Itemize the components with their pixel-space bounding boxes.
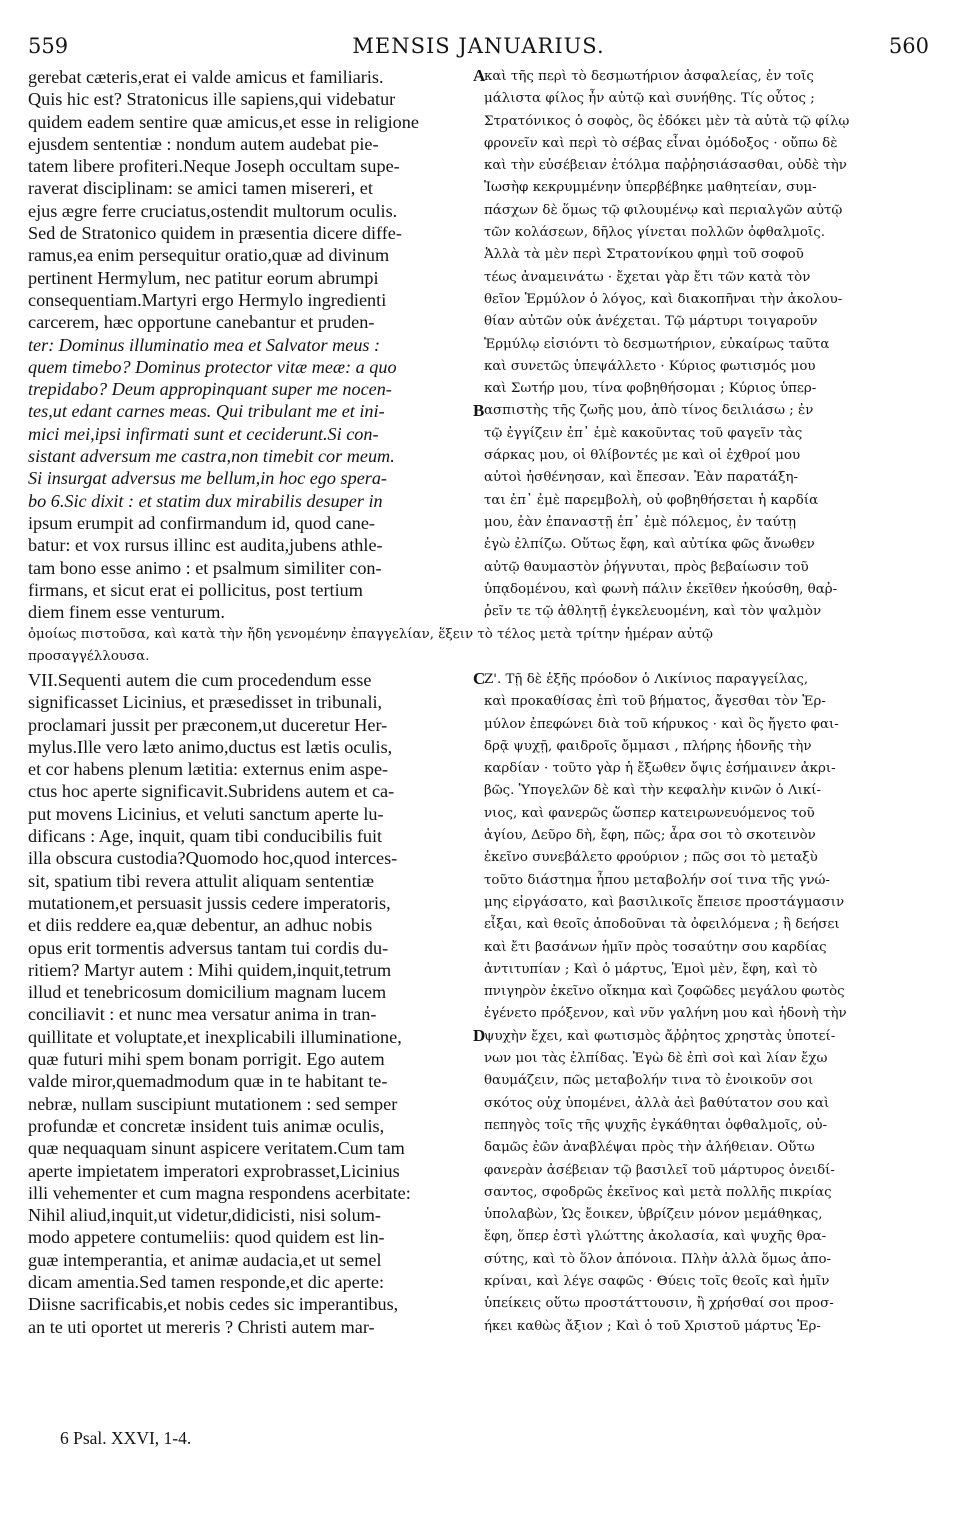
text-line: αὐτοὶ ἠσθένησαν, καὶ ἔπεσαν. Ἐὰν παρατάξη- [484, 470, 798, 486]
text-line: ἐκεῖνο συνεβάλετο φρούριον ; πῶς σοι τὸ μεταξὺ [484, 850, 818, 866]
text-line: raverat disciplinam: se amici tamen misereri, et [28, 178, 373, 199]
text-line: ται ἐπ᾽ ἐμὲ παρεμβολὴ, οὐ φοβηθήσεται ἡ καρδία [484, 492, 819, 508]
greek-full-width-lines [28, 624, 932, 669]
text-line: καὶ προκαθίσας ἐπὶ τοῦ βήματος, ἄγεσθαι τὸν Ἑρ- [484, 694, 826, 710]
text-line: quillitate et voluptate,et inexplicabili illuminatione, [28, 1026, 402, 1047]
text-line: bo 6.Sic dixit : et statim dux mirabilis desuper in [28, 490, 383, 511]
text-line: προσαγγέλλουσα. [28, 649, 150, 665]
text-line: profundæ et concretæ insident tuis animæ oculis, [28, 1115, 385, 1136]
text-line: βῶς. Ὑπογελῶν δὲ καὶ τὴν κεφαλὴν κινῶν ὁ Λικί- [484, 783, 822, 799]
text-line: ασπιστὴς τῆς ζωῆς μου, ἀπὸ τίνος δειλιάσω ; ἐν [484, 403, 814, 419]
text-line: νων μοι τὰς ἐλπίδας. Ἐγὼ δὲ ἐπὶ σοὶ καὶ λίαν ἔχω [484, 1051, 828, 1067]
text-line: καὶ τὴν εὐσέβειαν ἐτόλμα παῤῥησιάσασθαι, οὐδὲ τὴν [484, 158, 847, 174]
text-line: et cor habens plenum lætitia: externus enim aspe- [28, 759, 389, 780]
text-line: conciliavit : et nunc mea versatur anima in tran- [28, 1004, 377, 1025]
text-line: put movens Licinius, et veluti sanctum aperte lu- [28, 803, 384, 824]
text-line: ψυχὴν ἔχει, καὶ φωτισμὸς ἄῤῥητος χρηστὰς ὑποτεί- [484, 1028, 836, 1044]
text-line: δαμῶς ἐῶν ἀναβλέψαι πρὸς τὴν ἀλήθειαν. Οὕτω [484, 1140, 815, 1156]
text-line: quidem eadem sentire quæ amicus,et esse in religione [28, 111, 419, 132]
text-line: καὶ τῆς περὶ τὸ δεσμωτήριον ἀσφαλείας, ἐν τοῖς [484, 69, 814, 84]
text-line: τοῦτο διάστημα ἦπου μεταβολήν σοί τινα τῆς γνώ- [484, 872, 830, 888]
text-line: ὑπᾳδομένου, καὶ φωνὴ πάλιν ἐκεῖθεν ἠκούσθη, θαῤ- [484, 581, 838, 597]
text-line: ὑπείκεις οὕτω προστάττουσιν, ἢ χρήσθαί σοι προσ- [484, 1296, 834, 1312]
greek-column-bottom [484, 669, 932, 1338]
text-line: Nihil aliud,inquit,ut videtur,didicisti, nisi solum- [28, 1205, 381, 1226]
text-line: ter: Dominus illuminatio mea et Salvator meus : [28, 334, 381, 355]
text-line: κρίναι, καὶ λέγε σαφῶς · Θύεις τοῖς θεοῖς καὶ ἡμῖν [484, 1274, 830, 1290]
text-line: πνιγηρὸν ἐκεῖνο οἴκημα καὶ ζοφῶδες μεγάλου φωτὸς [484, 984, 845, 1000]
text-line: θαυμάζειν, πῶς μεταβολήν τινα τὸ ἐνοικοῦν σοι [484, 1073, 814, 1089]
page-number-left: 559 [28, 34, 69, 58]
text-line: μύλον ἐπεφώνει διὰ τοῦ κήρυκος · καὶ ὃς ἤγετο φαι- [484, 716, 839, 732]
text-line: quæ nequaquam sinunt aspicere veritatem.Cum tam [28, 1138, 405, 1159]
section-marker-a: A [473, 66, 486, 85]
text-line: dicam amentia.Sed tamen responde,et dic aperte: [28, 1272, 385, 1293]
text-line: an te uti oportet ut mereris ? Christi autem mar- [28, 1316, 375, 1337]
text-line: mici mei,ipsi infirmati sunt et ceciderunt.Si con- [28, 423, 379, 444]
text-line: tes,ut edant carnes meas. Qui tribulant me et ini- [28, 401, 385, 422]
text-line: trepidabo? Deum appropinquant super me nocen- [28, 379, 392, 400]
text-line: σύτης, καὶ τὸ ὅλον ἀπόνοια. Πλὴν ἀλλὰ ὅμως ἀπο- [484, 1251, 832, 1267]
text-line: Ἀλλὰ τὰ μὲν περὶ Στρατονίκου φημὶ τοῦ σοφοῦ [484, 247, 804, 263]
text-line: τῶν κολάσεων, δῆλος γίνεται πολλῶν ὀφθαλμοῖς. [484, 225, 825, 241]
text-line: illi vehementer et cum magna respondens acerbitate: [28, 1182, 411, 1203]
text-line: aperte impietatem imperatori exprobrasset,Licinius [28, 1160, 400, 1181]
text-line: καρδίαν · τοῦτο γὰρ ἡ ἔξωθεν ὄψις ἐσήμαινεν ἀκρι- [484, 761, 836, 777]
text-line: Sed de Stratonico quidem in præsentia dicere diffe- [28, 223, 402, 244]
text-line: ἔφη, ὅπερ ἐστὶ γλώττης ἀκολασία, καὶ ψυχῆς θρα- [484, 1229, 827, 1245]
text-line: καὶ συνετῶς ὑπεψάλλετο · Κύριος φωτισμός μου [484, 358, 816, 374]
text-line: quem timebo? Dominus protector vitæ meæ: a quo [28, 356, 397, 377]
text-line: τῷ ἐγγίζειν ἐπ᾽ ἐμὲ κακοῦντας τοῦ φαγεῖν τὰς [484, 425, 803, 441]
text-line: ejusdem sententiæ : nondum autem audebat pie- [28, 133, 379, 154]
section-marker-d: D [473, 1026, 486, 1045]
text-line: ctus hoc aperte significavit.Subridens autem et ca- [28, 781, 395, 802]
text-line: σαντος, σφοδρῶς ἐκεῖνος καὶ μετὰ πολλῆς πικρίας [484, 1184, 832, 1200]
text-line: Ζ'. Τῇ δὲ ἑξῆς πρόοδον ὁ Λικίνιος παραγγείλας, [484, 672, 809, 687]
running-title: MENSIS JANUARIUS. [352, 34, 605, 58]
text-line: illa obscura custodia?Quomodo hoc,quod interces- [28, 848, 398, 869]
text-line: VII.Sequenti autem die cum procedendum esse [28, 670, 372, 690]
text-line: guæ intemperantia, et animæ audacia,et ut semel [28, 1249, 382, 1270]
text-line: ἐγὼ ἐλπίζω. Οὕτως ἔφη, καὶ αὐτίκα φῶς ἄνωθεν [484, 537, 815, 553]
text-line: ἐγένετο πρόξενον, καὶ νῦν γαλήνη μου καὶ ἡδονὴ τὴν [484, 1006, 847, 1022]
text-line: sistant adversum me castra,non timebit cor meum. [28, 446, 395, 467]
text-line: ejus ægre ferre cruciatus,ostendit multorum oculis. [28, 200, 398, 221]
text-line: νιος, καὶ φανερῶς ὥσπερ κατειρωνευόμενος τοῦ [484, 805, 815, 821]
text-line: Στρατόνικος ὁ σοφὸς, ὃς ἐδόκει μὲν τὰ αὐτὰ τῷ φίλῳ [484, 113, 850, 129]
text-line: dificans : Age, inquit, quam tibi conducibilis fuit [28, 826, 383, 847]
text-line: ὑπολαβὼν, Ὡς ἔοικεν, ὑβρίζειν μόνον μεμάθηκας, [484, 1207, 823, 1223]
text-line: ῥεῖν τε τῷ ἀθλητῇ ἐγκελευομένη, καὶ τὸν ψαλμὸν [484, 604, 822, 620]
text-line: opus erit tormentis adversus tantam tui cordis du- [28, 937, 389, 958]
text-line: sit, spatium tibi revera attulit aliquam sententiæ [28, 870, 374, 891]
text-line: nebræ, nullam suscipiunt mutationem : sed semper [28, 1093, 398, 1114]
text-line: φανερὰν ἀσέβειαν τῷ βασιλεῖ τοῦ μάρτυρος ὀνειδί- [484, 1162, 835, 1178]
text-line: δρᾷ ψυχῇ, φαιδροῖς ὄμμασι , πλήρης ἡδονῆς τὴν [484, 738, 812, 754]
text-line: gerebat cæteris,erat ei valde amicus et familiaris. [28, 67, 384, 87]
text-line: consequentiam.Martyri ergo Hermylo ingredienti [28, 289, 387, 310]
text-line: σάρκας μου, οἱ θλίβοντές με καὶ οἱ ἐχθροί μου [484, 448, 801, 464]
running-header [28, 34, 929, 64]
footnote: 6 Psal. XXVI, 1-4. [60, 1428, 192, 1448]
text-line: Diisne sacrificabis,et nobis cedes sic imperantibus, [28, 1294, 399, 1315]
text-line: Quis hic est? Stratonicus ille sapiens,qui videbatur [28, 89, 396, 110]
text-line: εἶξαι, καὶ θεοῖς ἀποδοῦναι τὰ ὀφειλόμενα ; ἢ δεήσει [484, 917, 840, 933]
text-line: ὁμοίως πιστοῦσα, καὶ κατὰ τὴν ἤδη γενομένην ἐπαγγελίαν, ἕξειν τὸ τέλος μετὰ τρίτην ἡμέραν αὐτῷ [28, 627, 713, 642]
section-marker-b: B [473, 401, 485, 420]
text-line: ramus,ea enim persequitur oratio,quæ ad divinum [28, 245, 390, 266]
text-line: diem finem esse venturum. [28, 602, 225, 623]
text-line: modo appetere contumeliis: quod quidem est lin- [28, 1227, 385, 1248]
text-line: firmans, et sicut erat ei pollicitus, post tertium [28, 579, 363, 600]
text-line: batur: et vox rursus illinc est audita,jubens athle- [28, 535, 383, 556]
text-line: πάσχων δὲ ὅμως τῷ φιλουμένῳ καὶ περιαλγῶν αὐτῷ [484, 202, 843, 218]
latin-column-bottom [28, 669, 474, 1338]
text-line: illud et tenebricosum domicilium magnam lucem [28, 982, 387, 1003]
text-line: σκότος οὐχ ὑπομένει, ἀλλὰ ἀεὶ βαθύτατον σου καὶ [484, 1095, 830, 1111]
page-number-right: 560 [888, 34, 929, 58]
greek-column-top [484, 66, 932, 623]
latin-column-top [28, 66, 474, 623]
text-line: μου, ἐὰν ἐπαναστῇ ἐπ᾽ ἐμὲ πόλεμος, ἐν ταύτῃ [484, 514, 797, 530]
text-line: θίαν αὐτῶν οὐκ ἀνέχεται. Τῷ μάρτυρι τοιγαροῦν [484, 314, 818, 330]
text-line: ἀντιτυπίαν ; Καὶ ὁ μάρτυς, Ἐμοὶ μὲν, ἔφη, καὶ τὸ [484, 961, 818, 977]
text-line: ritiem? Martyr autem : Mihi quidem,inquit,tetrum [28, 959, 392, 980]
text-line: μης εἰργάσατο, καὶ βασιλικοῖς ἔπεισε προστάγμασιν [484, 894, 845, 910]
text-line: καὶ ἔτι βασάνων ἡμῖν πρὸς τοσαύτην σου καρδίας [484, 939, 827, 955]
text-line: quæ futuri mihi spem bonam porrigit. Ego autem [28, 1049, 385, 1070]
text-line: ήκει καθὼς ἄξιον ; Καὶ ὁ τοῦ Χριστοῦ μάρτυς Ἑρ- [484, 1318, 821, 1334]
text-line: καὶ Σωτήρ μου, τίνα φοβηθήσομαι ; Κύριος ὑπερ- [484, 381, 817, 397]
section-marker-c: C [473, 669, 486, 688]
text-line: θεῖον Ἑρμύλον ὁ λόγος, καὶ διακοπῆναι τὴν ἀκολου- [484, 291, 843, 307]
text-line: αὐτῷ θαυμαστὸν ῥήγνυται, πρὸς βεβαίωσιν τοῦ [484, 559, 809, 575]
text-line: μάλιστα φίλος ἦν αὐτῷ καὶ συνήθης. Τίς οὗτος ; [484, 91, 815, 107]
text-line: tatem libere profiteri.Neque Joseph occultam supe- [28, 156, 400, 177]
text-line: τέως ἀναμεινάτω · ἔχεται γὰρ ἔτι τῶν κατὰ τὸν [484, 269, 811, 285]
text-line: carcerem, hæc opportune canebantur et pruden- [28, 312, 375, 333]
text-line: proclamari jussit per præconem,ut duceretur Her- [28, 714, 388, 735]
text-line: tam bono esse animo : et psalmum similiter con- [28, 557, 382, 578]
text-line: Ἑρμύλῳ εἰσιόντι τὸ δεσμωτήριον, εὐκαίρως ταῦτα [484, 336, 830, 352]
text-line: Si insurgat adversus me bellum,in hoc ego spera- [28, 468, 387, 489]
text-line: pertinent Hermylum, nec patitur eorum abrumpi [28, 267, 379, 288]
text-line: πεπηγὸς τοῖς τῆς ψυχῆς ἐγκάθηται ὀφθαλμοῖς, οὐ- [484, 1117, 828, 1133]
text-line: ipsum erumpit ad confirmandum id, quod cane- [28, 512, 375, 533]
text-line: mylus.Ille vero læto animo,ductus est lætis oculis, [28, 736, 393, 757]
text-line: valde miror,quemadmodum quæ in te habitant te- [28, 1071, 388, 1092]
text-line: significasset Licinius, et præsedisset in tribunali, [28, 692, 383, 713]
text-line: φρονεῖν καὶ περὶ τὸ σέβας εἶναι ὁμόδοξος · οὔπω δὲ [484, 135, 838, 151]
text-line: ἁγίου, Δεῦρο δὴ, ἔφη, πῶς; ἆρα σοι τὸ σκοτεινὸν [484, 828, 816, 844]
text-line: mutationem,et persuasit jussis cedere imperatoris, [28, 892, 391, 913]
text-line: et diis reddere ea,quæ debentur, an adhuc nobis [28, 915, 373, 936]
text-line: Ἰωσὴφ κεκρυμμένην ὑπερβέβηκε μαθητείαν, συμ- [484, 180, 817, 196]
